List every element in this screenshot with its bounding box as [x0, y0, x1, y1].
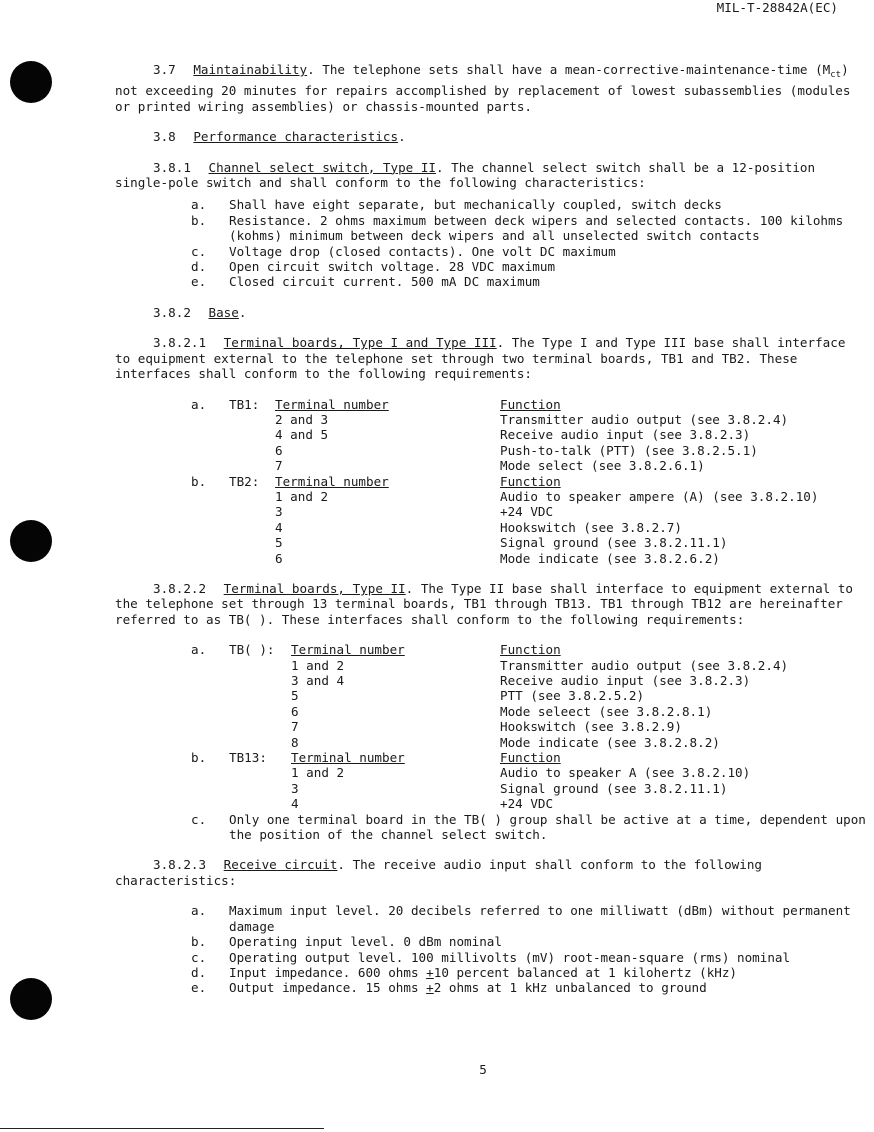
punch-hole-bottom	[10, 978, 52, 1020]
list-item: e. Closed circuit current. 500 mA DC maximum	[191, 274, 540, 290]
table-row: 5 PTT (see 3.8.2.5.2)	[291, 688, 645, 704]
table-row: 2 and 3 Transmitter audio output (see 3.8.2.4)	[275, 411, 789, 427]
section-number: 3.7	[153, 62, 176, 77]
table-row: 7 Mode select (see 3.8.2.6.1)	[275, 458, 705, 474]
section-title: Performance characteristics	[193, 129, 399, 145]
table-header-row: a. TB1: Terminal number Function	[191, 396, 561, 412]
mct-symbol: $(M_{ct})$	[815, 62, 849, 80]
switch-characteristics-list	[115, 197, 867, 289]
document-id: MIL-T-28842A(EC)	[716, 0, 838, 15]
receive-characteristics-list	[115, 903, 867, 995]
list-item: d. Open circuit switch voltage. 28 VDC maximum	[191, 259, 556, 275]
column-header-terminal: Terminal number	[275, 473, 389, 489]
table-row: 4 Hookswitch (see 3.8.2.7)	[275, 519, 682, 535]
section-text: . The channel select switch shall be a 12-position single-pole switch and shall conform to the following characteristics:	[115, 159, 816, 191]
section-text-cont: not exceeding 20 minutes for repairs accomplished by replacement of lowest subassemblies (modules or printed wiring assemblies) or chassis-mounted parts.	[115, 83, 851, 114]
board-label: TB1:	[229, 396, 260, 412]
section-number: 3.8.1	[153, 159, 191, 175]
section-number: 3.8.2.2	[153, 580, 207, 596]
table-header-row: b. TB13: Terminal number Function	[191, 750, 561, 766]
board-label: TB( ):	[229, 642, 275, 658]
list-item: c. Only one terminal board in the TB( ) group shall be active at a time, dependent upon the position of the channel select switch.	[191, 811, 866, 843]
section-3-8-2-1	[115, 335, 867, 381]
table-row: 4 and 5 Receive audio input (see 3.8.2.3)	[275, 427, 751, 443]
table-row: 3 +24 VDC	[275, 504, 554, 520]
terminal-table-type1	[115, 397, 867, 566]
section-text: . The telephone sets shall have a mean-corrective-maintenance-time	[307, 62, 808, 77]
table-row: 6 Mode seleect (see 3.8.2.8.1)	[291, 703, 713, 719]
section-title: Channel select switch, Type II	[208, 159, 436, 175]
section-number: 3.8	[153, 129, 176, 145]
section-3-7	[115, 62, 867, 114]
section-3-8-1	[115, 160, 867, 191]
table-header-row: a. TB( ): Terminal number Function	[191, 642, 561, 658]
table-row: 5 Signal ground (see 3.8.2.11.1)	[275, 535, 728, 551]
column-header-terminal: Terminal number	[291, 642, 405, 658]
type2-note-list	[115, 812, 867, 843]
section-3-8: 3.8 Performance characteristics.	[115, 129, 867, 144]
list-item: b. Resistance. 2 ohms maximum between deck wipers and selected contacts. 100 kilohms (kohms) minimum between deck wipers and all unselected switch contacts	[191, 212, 844, 244]
table-row: 7 Hookswitch (see 3.8.2.9)	[291, 719, 682, 735]
column-header-terminal: Terminal number	[275, 396, 389, 412]
section-title: Terminal boards, Type II	[223, 580, 406, 596]
list-item: c. Operating output level. 100 millivolts (mV) root-mean-square (rms) nominal	[191, 949, 791, 965]
list-item: e. Output impedance. 15 ohms +2 ohms at 1 kHz unbalanced to ground	[191, 980, 707, 996]
list-item: a. Maximum input level. 20 decibels referred to one milliwatt (dBm) without permanent damage	[191, 903, 851, 934]
punch-hole-middle	[10, 520, 52, 562]
bottom-rule	[0, 1128, 324, 1129]
board-label: TB2:	[229, 473, 260, 489]
punch-hole-top	[10, 61, 52, 103]
section-text: . The Type II base shall interface to equipment external to the telephone set through 13 terminal boards, TB1 through TB13. TB1 through TB12 are hereinafter referred to as TB( ). These interfaces shall conform to the following requirements:	[115, 580, 853, 627]
table-row: 1 and 2 Audio to speaker ampere (A) (see 3.8.2.10)	[275, 488, 819, 504]
board-label: TB13:	[229, 750, 267, 766]
terminal-table-type2	[115, 642, 867, 811]
section-3-8-2: 3.8.2 Base.	[115, 305, 867, 320]
table-row: 3 Signal ground (see 3.8.2.11.1)	[291, 780, 728, 796]
table-row: 3 and 4 Receive audio input (see 3.8.2.3)	[291, 673, 751, 688]
list-item: b. Operating input level. 0 dBm nominal	[191, 934, 502, 950]
column-header-function: Function	[500, 473, 561, 489]
table-row: 4 +24 VDC	[291, 796, 554, 812]
section-title: Maintainability	[193, 62, 308, 77]
section-text: . The Type I and Type III base shall interface to equipment external to the telephone set through two terminal boards, TB1 and TB2. These interfaces shall conform to the following requirements:	[115, 335, 846, 382]
table-row: 6 Mode indicate (see 3.8.2.6.2)	[275, 550, 720, 566]
table-row: 8 Mode indicate (see 3.8.2.8.2)	[291, 734, 720, 750]
section-title: Terminal boards, Type I and Type III	[223, 335, 497, 351]
section-number: 3.8.2	[153, 304, 191, 320]
section-number: 3.8.2.1	[153, 335, 207, 351]
table-row: 1 and 2 Audio to speaker A (see 3.8.2.10)	[291, 765, 751, 781]
list-item: d. Input impedance. 600 ohms +10 percent balanced at 1 kilohertz (kHz)	[191, 964, 738, 980]
table-header-row: b. TB2: Terminal number Function	[191, 473, 561, 489]
column-header-function: Function	[500, 396, 561, 412]
column-header-terminal: Terminal number	[291, 750, 405, 766]
column-header-function: Function	[500, 750, 561, 766]
page-number: 5	[479, 1062, 487, 1077]
plus-minus-sign: +	[426, 980, 434, 996]
table-row: 1 and 2 Transmitter audio output (see 3.8.2.4)	[291, 657, 789, 673]
plus-minus-sign: +	[426, 964, 434, 980]
section-text: . The receive audio input shall conform to the following characteristics:	[115, 857, 763, 888]
section-title: Base	[208, 304, 239, 320]
section-3-8-2-3	[115, 857, 867, 888]
table-row: 6 Push-to-talk (PTT) (see 3.8.2.5.1)	[275, 442, 758, 458]
section-3-8-2-2	[115, 581, 867, 627]
column-header-function: Function	[500, 642, 561, 658]
section-title: Receive circuit	[223, 857, 338, 873]
list-item: c. Voltage drop (closed contacts). One volt DC maximum	[191, 243, 616, 259]
page-body	[115, 62, 867, 1011]
list-item: a. Shall have eight separate, but mechanically coupled, switch decks	[191, 197, 722, 213]
section-number: 3.8.2.3	[153, 857, 207, 873]
